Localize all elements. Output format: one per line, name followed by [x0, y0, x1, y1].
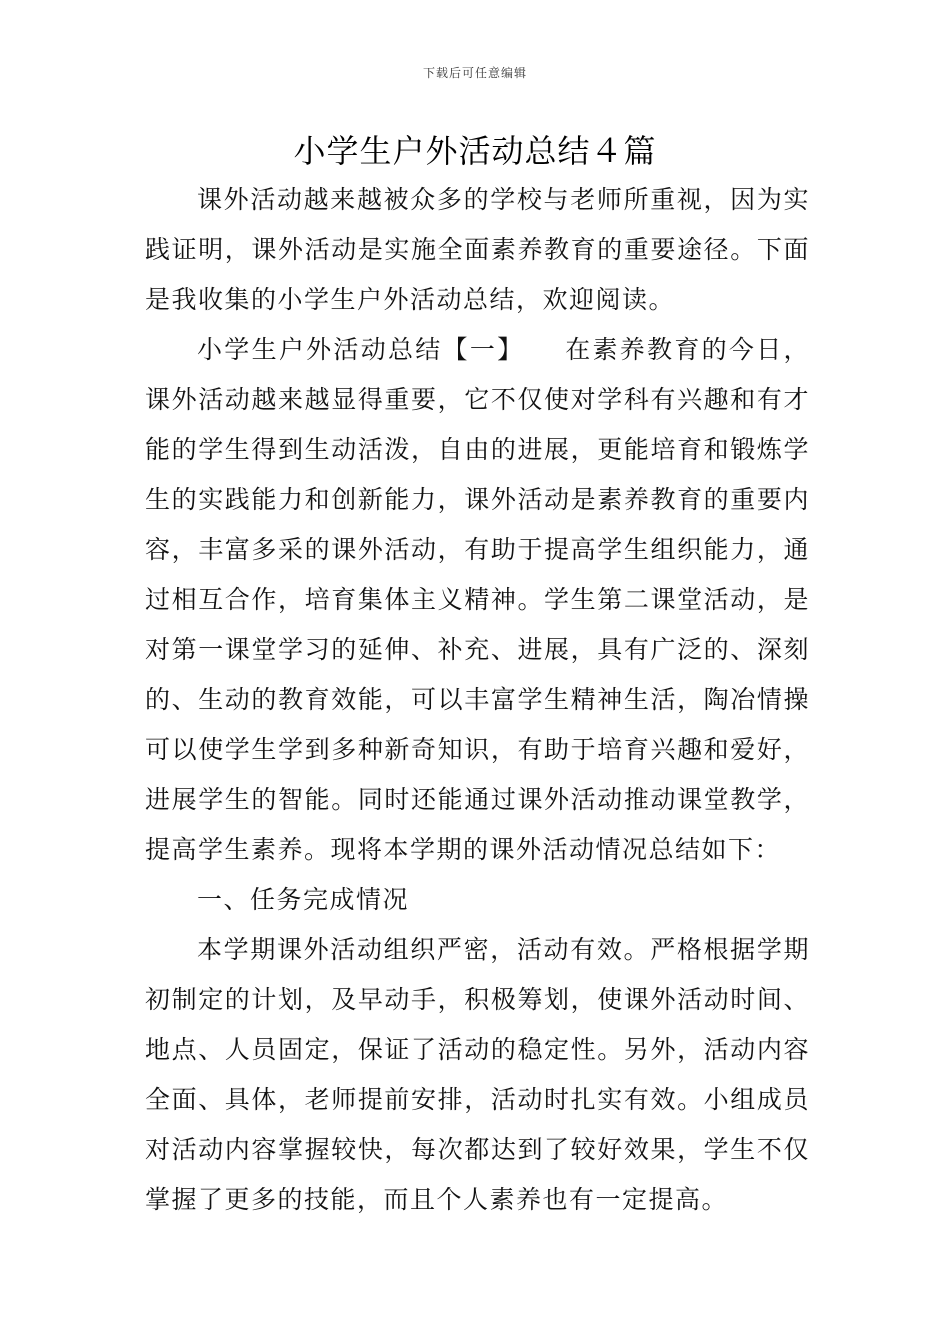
subheading-task-completion: 一、任务完成情况 [197, 885, 410, 914]
document-title: 小学生户外活动总结４篇 [293, 132, 657, 170]
header-note: 下载后可任意编辑 [422, 66, 527, 80]
document-body [145, 175, 810, 1225]
section-1-text: 在素养教育的今日，课外活动越来越显得重要，它不仅使对学科有兴趣和有才能的学生得到生动活泼，自由的进展，更能培育和锻炼学生的实践能力和创新能力，课外活动是素养教育的重要内容，丰富多采的课外活动，有助于提高学生组织能力，通过相互合作，培育集体主义精神。学生第二课堂活动，是对第一课堂学习的延伸、补充、进展，具有广泛的、深刻的、生动的教育效能，可以丰富学生精神生活，陶冶情操可以使学生学到多种新奇知识，有助于培育兴趣和爱好，进展学生的智能。同时还能通过课外活动推动课堂教学，提高学生素养。现将本学期的课外活动情况总结如下： [145, 335, 810, 864]
task-completion-paragraph: 本学期课外活动组织严密，活动有效。严格根据学期初制定的计划，及早动手，积极筹划，使课外活动时间、地点、人员固定，保证了活动的稳定性。另外，活动内容全面、具体，老师提前安排，活动时扎实有效。小组成员对活动内容掌握较快，每次都达到了较好效果，学生不仅掌握了更多的技能，而且个人素养也有一定提高。 [145, 935, 810, 1214]
section-1-label: 小学生户外活动总结【一】 [197, 335, 525, 364]
section-1-paragraph [145, 325, 810, 875]
intro-paragraph: 课外活动越来越被众多的学校与老师所重视，因为实践证明，课外活动是实施全面素养教育的重要途径。下面是我收集的小学生户外活动总结，欢迎阅读。 [145, 185, 810, 314]
